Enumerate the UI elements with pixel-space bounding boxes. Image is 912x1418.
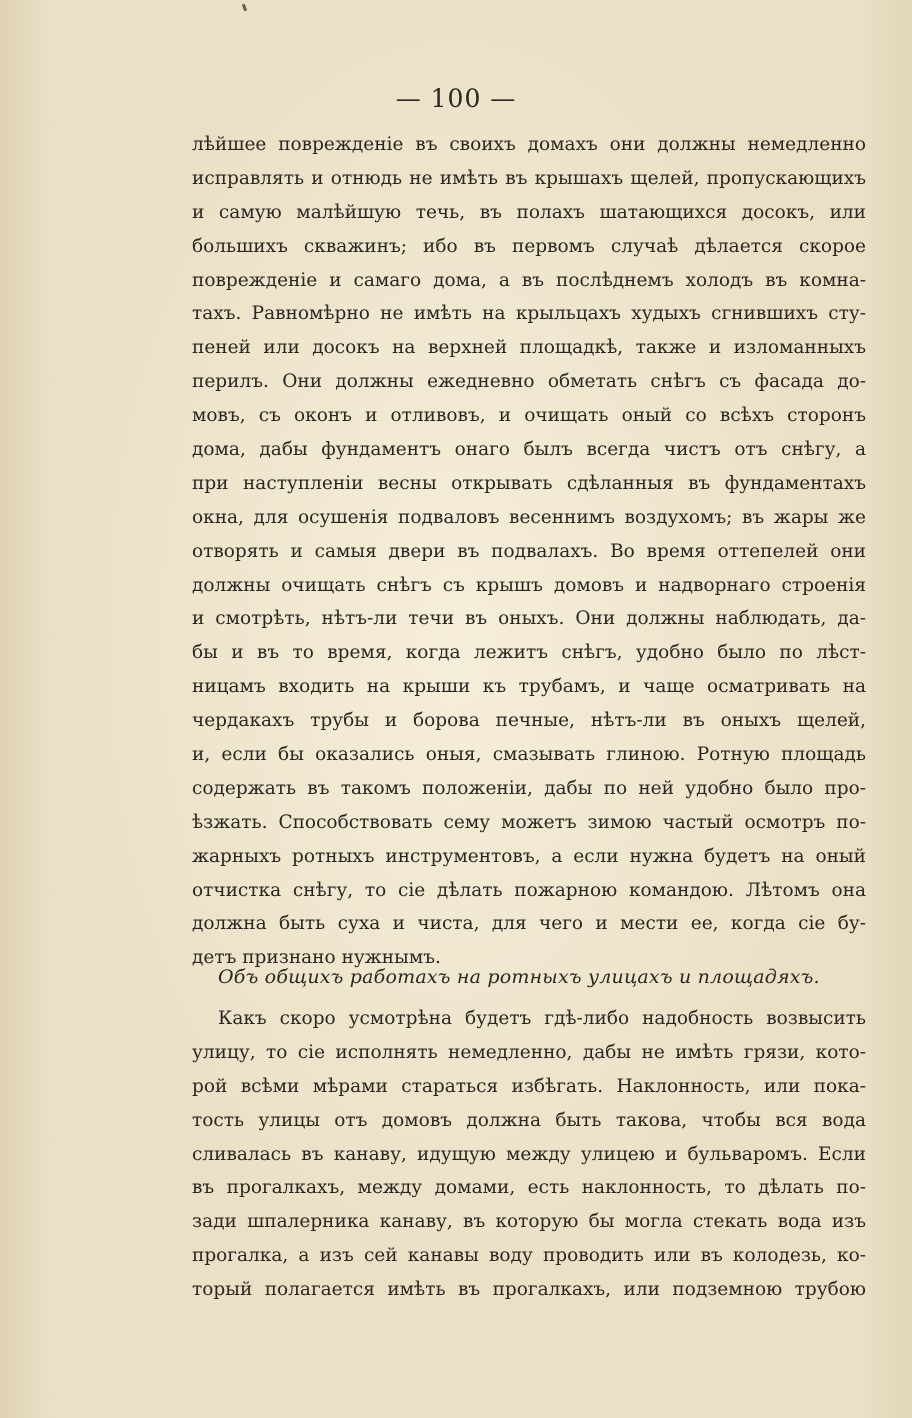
text-line: бы и въ то время, когда лежитъ снѣгъ, удобно было по лѣст- (192, 642, 866, 664)
text-line: большихъ скважинъ; ибо въ первомъ случаѣ дѣлается скорое (192, 235, 866, 257)
text-line: и смотрѣть, нѣтъ-ли течи въ оныхъ. Они должны наблюдать, да- (192, 608, 866, 630)
text-line: лѣйшее поврежденіе въ своихъ домахъ они должны немедленно (192, 134, 866, 155)
paragraph-fire-safety-duties (192, 128, 866, 975)
ink-speck (242, 4, 247, 12)
text-line: должны очищать снѣгъ съ крышъ домовъ и надворнаго строенія (192, 574, 866, 596)
text-line: должна быть суха и чиста, для чего и мести ее, когда сіе бу- (192, 913, 866, 935)
text-line: жарныхъ ротныхъ инструментовъ, а если нужна будетъ на оный (192, 845, 866, 867)
text-line: сливалась въ канаву, идущую между улицею и бульваромъ. Если (192, 1143, 866, 1165)
text-line: и самую малѣйшую течь, въ полахъ шатающихся досокъ, или (192, 201, 866, 223)
text-line: окна, для осушенія подваловъ весеннимъ воздухомъ; въ жары же (192, 506, 866, 528)
text-line: отворять и самыя двери въ подвалахъ. Во время оттепелей они (192, 540, 866, 562)
text-line: Какъ скоро усмотрѣна будетъ гдѣ-либо надобность возвысить (218, 1008, 866, 1029)
text-line: зади шпалерника канаву, въ которую бы могла стекать вода изъ (192, 1211, 866, 1233)
text-line: торый полагается имѣть въ прогалкахъ, или подземною трубою (192, 1279, 866, 1301)
text-line: тахъ. Равномѣрно не имѣть на крыльцахъ худыхъ сгнившихъ сту- (192, 303, 866, 325)
page-number: — 100 — (395, 84, 517, 113)
text-line: мовъ, съ оконъ и отливовъ, и очищать оный со всѣхъ сторонъ (192, 405, 866, 427)
text-line: въ прогалкахъ, между домами, есть наклонность, то дѣлать по- (192, 1177, 866, 1199)
text-line: детъ признано нужнымъ. (192, 947, 441, 969)
text-line: тость улицы отъ домовъ должна быть такова, чтобы вся вода (192, 1109, 866, 1131)
text-line: исправлять и отнюдь не имѣть въ крышахъ щелей, пропускающихъ (192, 167, 866, 189)
text-line: дома, дабы фундаментъ онаго былъ всегда чистъ отъ снѣгу, а (192, 439, 866, 461)
text-line: рой всѣми мѣрами стараться избѣгать. Наклонность, или пока- (192, 1075, 866, 1097)
text-line: улицу, то сіе исполнять немедленно, дабы не имѣть грязи, кото- (192, 1041, 866, 1063)
text-line: перилъ. Они должны ежедневно обметать снѣгъ съ фасада до- (192, 371, 866, 393)
text-line: чердакахъ трубы и борова печные, нѣтъ-ли въ оныхъ щелей, (192, 710, 866, 732)
paragraph-street-works (192, 1002, 866, 1307)
text-line: и, если бы оказались оныя, смазывать глиною. Ротную площадь (192, 744, 866, 766)
section-heading: Объ общихъ работахъ на ротныхъ улицахъ и площадяхъ. (218, 966, 820, 988)
text-line: прогалка, а изъ сей канавы воду проводить или въ колодезь, ко- (192, 1245, 866, 1267)
text-line: содержать въ такомъ положеніи, дабы по ней удобно было про- (192, 777, 866, 799)
text-line: ѣзжать. Способствовать сему можетъ зимою частый осмотръ по- (192, 811, 866, 833)
text-line: поврежденіе и самаго дома, а въ послѣднемъ холодъ въ комна- (192, 269, 866, 291)
text-line: отчистка снѣгу, то сіе дѣлать пожарною командою. Лѣтомъ она (192, 879, 866, 901)
text-line: ницамъ входить на крыши къ трубамъ, и чаще осматривать на (192, 676, 866, 698)
text-line: пеней или досокъ на верхней площадкѣ, также и изломанныхъ (192, 337, 866, 359)
text-line: при наступленіи весны открывать сдѣланныя въ фундаментахъ (192, 472, 866, 494)
